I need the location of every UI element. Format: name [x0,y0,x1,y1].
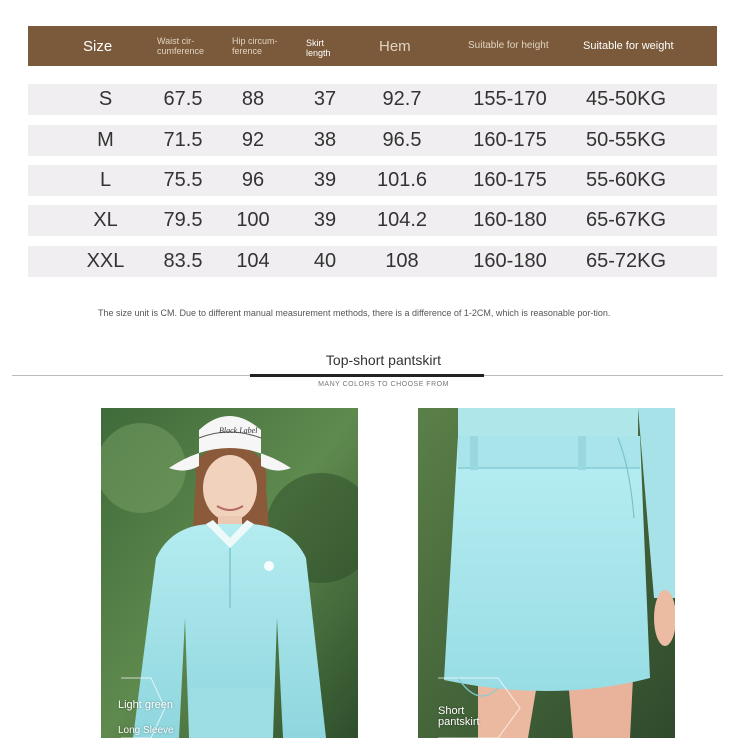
cell-height: 160-180 [473,209,547,231]
photo-label-name: pantskirt [438,716,480,728]
cell-skirt: 40 [313,250,337,272]
header-hip-line2: ference [232,46,263,56]
cell-height: 160-180 [473,250,547,272]
cell-height: 160-175 [473,129,547,151]
cell-height: 160-175 [473,169,547,191]
cell-weight: 65-72KG [585,250,667,272]
cell-hip: 100 [236,209,270,231]
photo-illustration-top [101,408,358,738]
header-skirt [306,38,331,58]
product-photo-skirt [418,408,675,738]
header-waist-line1: Waist cir- [157,36,195,46]
cell-size: XL [93,209,118,231]
section-subtitle: MANY COLORS TO CHOOSE FROM [318,381,449,388]
cell-size: S [98,88,113,110]
header-hip-line1: Hip circum- [232,36,278,46]
table-row [28,125,717,156]
cell-waist: 71.5 [163,129,203,151]
cell-skirt: 39 [313,209,337,231]
header-size: Size [83,38,113,55]
photo-label-style: Long Sleeve [118,725,174,736]
table-row [28,205,717,236]
header-hem: Hem [379,38,411,55]
header-skirt-line1: Skirt [306,38,324,48]
cell-waist: 83.5 [163,250,203,272]
cell-skirt: 37 [313,88,337,110]
header-waist-line2: cumference [157,46,205,56]
table-row [28,165,717,196]
cell-hem: 101.6 [376,169,428,191]
measurement-note: The size unit is CM. Due to different manual measurement methods, there is a difference of 1-2CM, which is reasonable por-tion. [98,308,611,318]
hat-text: Black Label [219,426,258,435]
cell-size: M [97,129,114,151]
cell-weight: 65-67KG [585,209,667,231]
cell-height: 155-170 [473,88,547,110]
cell-hip: 104 [236,250,270,272]
cell-hip: 88 [241,88,265,110]
header-weight: Suitable for weight [583,40,674,52]
cell-skirt: 39 [313,169,337,191]
cell-waist: 79.5 [163,209,203,231]
table-row [28,246,717,277]
cell-weight: 55-60KG [585,169,667,191]
cell-hem: 92.7 [382,88,422,110]
cell-weight: 50-55KG [585,129,667,151]
cell-hem: 108 [385,250,419,272]
photo-illustration-skirt [418,408,675,738]
cell-weight: 45-50KG [585,88,667,110]
table-row [28,84,717,115]
cell-waist: 75.5 [163,169,203,191]
size-table-header [28,26,717,66]
cell-skirt: 38 [313,129,337,151]
header-hip [232,36,278,56]
section-divider-accent [250,374,484,377]
header-skirt-line2: length [306,48,331,58]
cell-hem: 104.2 [376,209,428,231]
header-waist [157,36,204,56]
cell-waist: 67.5 [163,88,203,110]
product-photo-top [101,408,358,738]
photo-label-type: Short [438,705,465,717]
cell-hip: 96 [241,169,265,191]
cell-hip: 92 [241,129,265,151]
header-height: Suitable for height [468,40,549,51]
section-title: Top-short pantskirt [325,352,442,368]
cell-size: XXL [86,250,125,272]
cell-size: L [99,169,112,191]
cell-hem: 96.5 [382,129,422,151]
photo-label-color: Light green [118,699,174,711]
